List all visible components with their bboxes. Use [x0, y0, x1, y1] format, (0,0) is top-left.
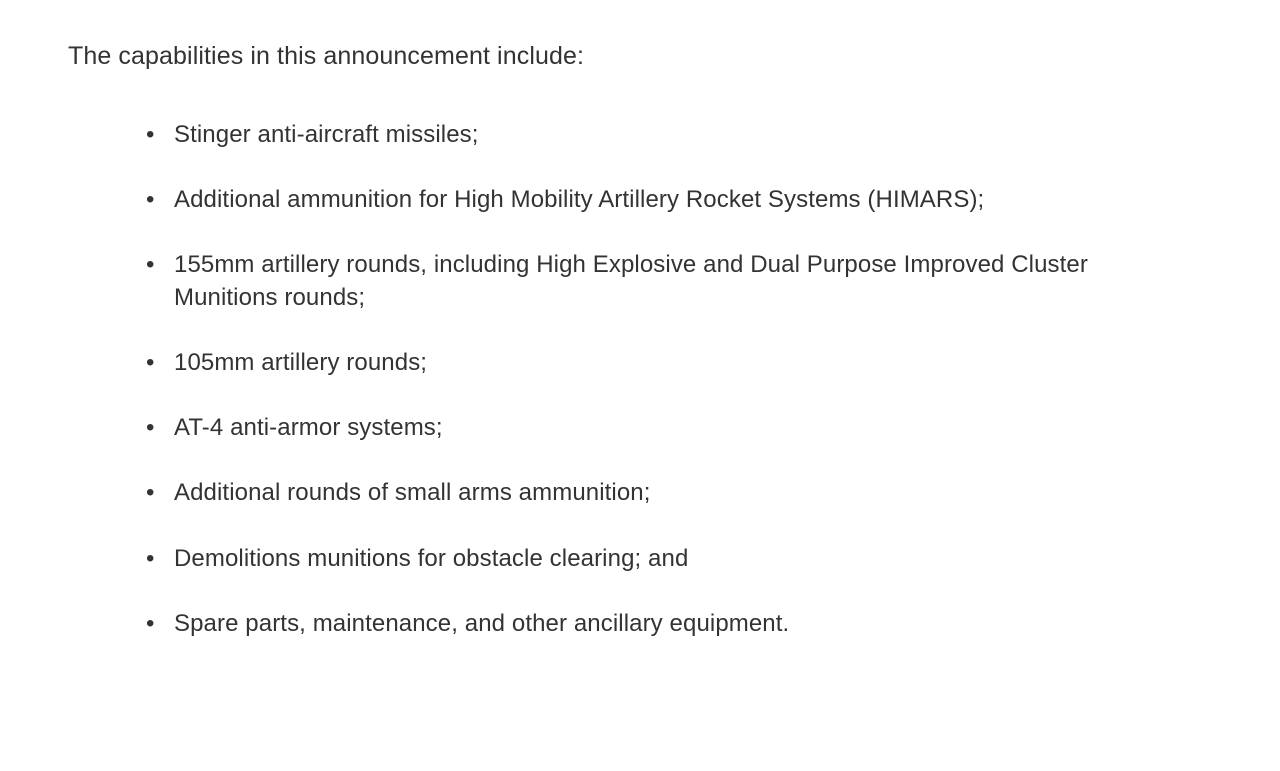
- bullet-icon: •: [146, 414, 155, 442]
- bullet-icon: •: [146, 120, 155, 148]
- list-item-label: 155mm artillery rounds, including High Explosive and Dual Purpose Improved Cluster Munitions rounds;: [174, 250, 1088, 312]
- list-item-label: Additional ammunition for High Mobility Artillery Rocket Systems (HIMARS);: [174, 185, 985, 213]
- list-item: [146, 476, 1154, 509]
- list-item: [146, 542, 1154, 575]
- bullet-icon: •: [146, 544, 155, 572]
- bullet-icon: •: [146, 185, 155, 213]
- list-item-label: Stinger anti-aircraft missiles;: [174, 120, 479, 148]
- list-item: [146, 118, 1154, 151]
- list-item: [146, 607, 1154, 640]
- list-item: [146, 346, 1154, 379]
- list-item: [146, 248, 1154, 314]
- bullet-icon: •: [146, 349, 155, 377]
- list-item-label: Demolitions munitions for obstacle clearing; and: [174, 544, 689, 572]
- intro-paragraph: The capabilities in this announcement include:: [68, 42, 585, 70]
- list-item-label: 105mm artillery rounds;: [174, 349, 428, 377]
- list-item: [146, 411, 1154, 444]
- capabilities-list: [68, 118, 1220, 640]
- list-item-label: Spare parts, maintenance, and other ancillary equipment.: [174, 609, 790, 637]
- list-item-label: Additional rounds of small arms ammunition;: [174, 479, 651, 507]
- bullet-icon: •: [146, 609, 155, 637]
- bullet-icon: •: [146, 250, 155, 278]
- list-item: [146, 183, 1154, 216]
- bullet-icon: •: [146, 479, 155, 507]
- list-item-label: AT-4 anti-armor systems;: [174, 414, 443, 442]
